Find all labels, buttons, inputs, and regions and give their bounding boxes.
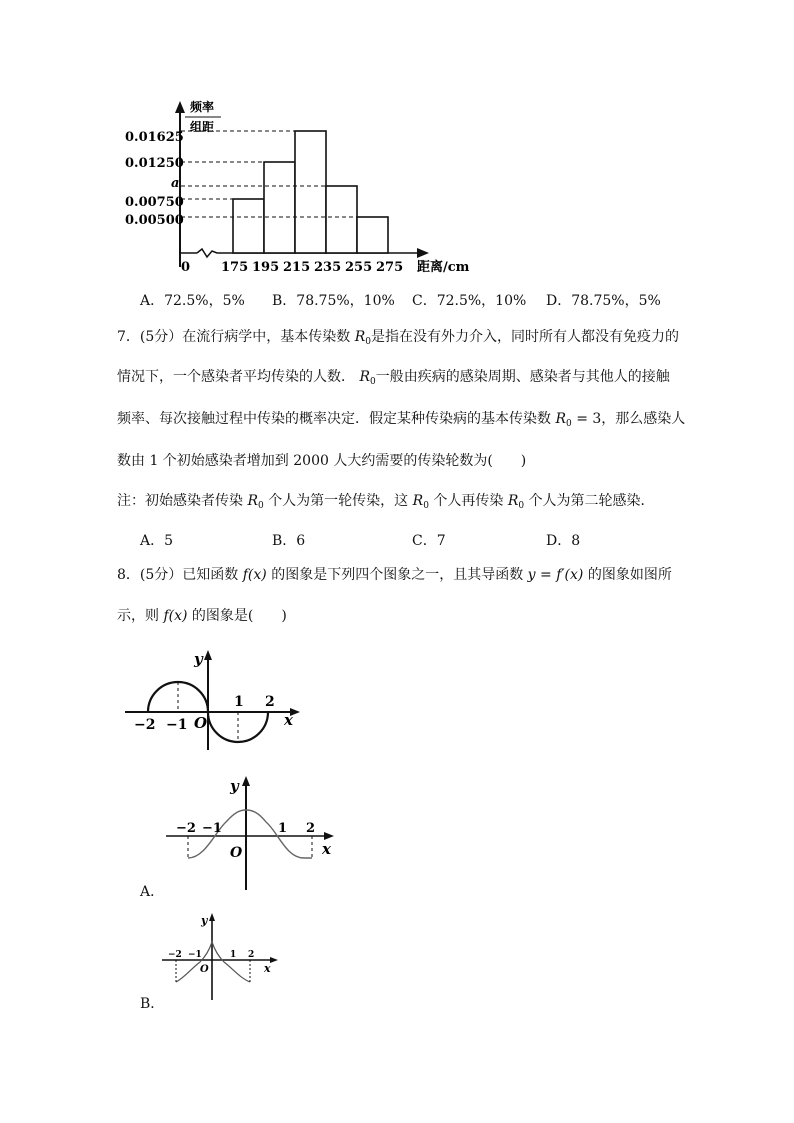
q8-line-2: 示，则 f(x) 的图象是( ): [117, 608, 287, 624]
main-tick-neg2: −2: [134, 717, 156, 733]
a-tick-1: 1: [278, 821, 288, 836]
q7-line-2: 情况下，一个感染者平均传染的人数． $R_0$一般由疾病的感染周期、感染者与其他人的接触: [117, 369, 670, 387]
ylabel-bottom: 组距: [190, 120, 215, 134]
main-origin-label: O: [194, 714, 208, 732]
x-tick-175: 175: [221, 260, 249, 275]
a-x-label: x: [322, 840, 331, 858]
x-tick-255: 255: [345, 260, 373, 275]
q6-option-b[interactable]: B．78.75%，10%: [272, 293, 395, 309]
b-origin-label: O: [200, 964, 209, 975]
y-tick-a: a: [171, 176, 180, 191]
a-origin-label: O: [230, 845, 243, 861]
q8-line-1: 8．(5分）已知函数 f(x) 的图象是下列四个图象之一，且其导函数 y = f′(x) 的图象如图所: [117, 567, 672, 583]
graph-a: [160, 772, 340, 892]
q7-line-3: 频率、每次接触过程中传染的概率决定．假定某种传染病的基本传染数 $R_0 = 3$，那么感染人: [117, 411, 686, 429]
b-tick-neg2: −2: [168, 950, 182, 960]
histogram-bar-175-195: [233, 199, 264, 253]
a-tick-neg1: −1: [202, 821, 222, 836]
main-tick-2: 2: [265, 694, 275, 710]
q6-option-c[interactable]: C．72.5%，10%: [412, 293, 527, 309]
graph-b: [158, 910, 283, 1002]
b-x-label: x: [264, 962, 271, 975]
x-tick-195: 195: [252, 260, 280, 275]
xlabel: 距离/cm: [417, 260, 470, 275]
q7-note: 注：初始感染者传染 $R_0$ 个人为第一轮传染，这 $R_0$ 个人再传染 $R_0$ 个人为第二轮感染．: [117, 493, 655, 511]
histogram-bars: [233, 131, 388, 253]
main-y-label: y: [194, 650, 203, 668]
y-tick-0.00500: 0.00500: [125, 213, 184, 228]
q6-option-a[interactable]: A．72.5%，5%: [140, 293, 245, 309]
main-tick-neg1: −1: [166, 717, 188, 733]
q7-line-1: 7．(5分）在流行病学中，基本传染数 $R_0$是指在没有外力介入，同时所有人都没有免疫力的: [117, 329, 680, 347]
derivative-graph: [120, 648, 305, 753]
histogram-bar-255-275: [357, 217, 388, 253]
q7-option-b[interactable]: B．6: [272, 533, 306, 549]
q7-option-d[interactable]: D．8: [546, 533, 581, 549]
b-tick-2: 2: [248, 950, 255, 960]
b-tick-neg1: −1: [188, 950, 202, 960]
x-tick-275: 275: [376, 260, 404, 275]
option-a-label[interactable]: A．: [140, 884, 165, 900]
main-tick-1: 1: [234, 694, 244, 710]
main-x-label: x: [284, 711, 293, 729]
b-y-label: y: [201, 914, 208, 927]
y-tick-0.00750: 0.00750: [125, 195, 184, 210]
histogram-chart: [115, 95, 485, 275]
y-tick-0.01250: 0.01250: [125, 156, 184, 171]
x-tick-215: 215: [283, 260, 311, 275]
a-y-label: y: [230, 777, 239, 795]
q7-option-a[interactable]: A．5: [140, 533, 174, 549]
option-b-label[interactable]: B．: [140, 996, 165, 1012]
q7-option-c[interactable]: C．7: [412, 533, 446, 549]
ylabel-top: 频率: [190, 100, 215, 114]
y-tick-0.01625: 0.01625: [125, 130, 184, 145]
q6-option-d[interactable]: D．78.75%，5%: [546, 293, 661, 309]
histogram-bar-195-215: [264, 162, 295, 253]
x-tick-235: 235: [314, 260, 342, 275]
a-tick-neg2: −2: [176, 821, 196, 836]
histogram-bar-235-255: [326, 186, 357, 253]
x-tick-0: 0: [181, 260, 191, 275]
q7-line-4: 数由 1 个初始感染者增加到 2000 人大约需要的传染轮数为( ): [117, 453, 527, 469]
b-tick-1: 1: [230, 950, 237, 960]
histogram-bar-215-235: [295, 131, 326, 253]
a-tick-2: 2: [306, 821, 316, 836]
